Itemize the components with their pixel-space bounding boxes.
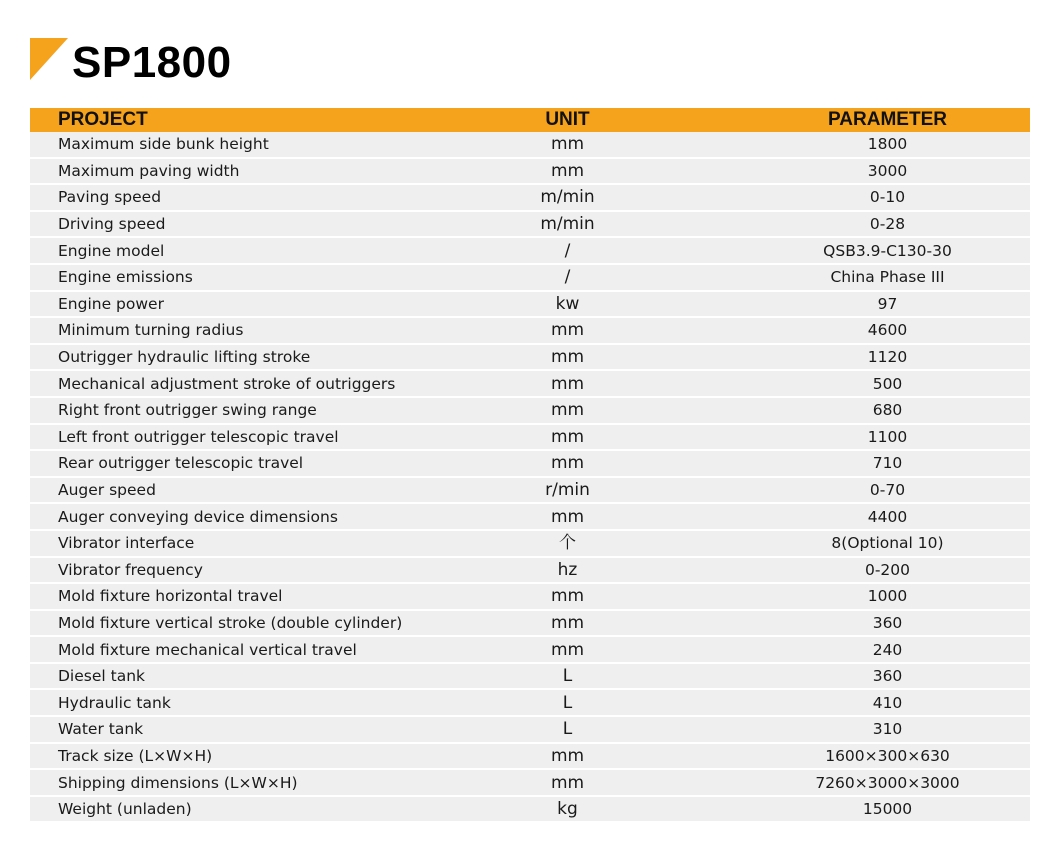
table-row xyxy=(30,371,1030,398)
cell-parameter: China Phase III xyxy=(655,265,1030,292)
table-row xyxy=(30,292,1030,319)
cell-project: Mold fixture vertical stroke (double cylinder) xyxy=(30,611,450,638)
table-row xyxy=(30,398,1030,425)
cell-project: Outrigger hydraulic lifting stroke xyxy=(30,345,450,372)
table-row xyxy=(30,504,1030,531)
page-title: SP1800 xyxy=(72,38,232,87)
cell-project: Diesel tank xyxy=(30,664,450,691)
cell-project: Mold fixture horizontal travel xyxy=(30,584,450,611)
cell-parameter: 710 xyxy=(655,451,1030,478)
table-row xyxy=(30,690,1030,717)
cell-parameter: 0-28 xyxy=(655,212,1030,239)
cell-parameter: 1000 xyxy=(655,584,1030,611)
cell-parameter: 1120 xyxy=(655,345,1030,372)
cell-unit: mm xyxy=(450,504,655,531)
table-row xyxy=(30,797,1030,824)
header-row xyxy=(30,108,1030,132)
cell-project: Right front outrigger swing range xyxy=(30,398,450,425)
table-row xyxy=(30,345,1030,372)
cell-project: Vibrator frequency xyxy=(30,558,450,585)
cell-unit: mm xyxy=(450,611,655,638)
table-row xyxy=(30,717,1030,744)
cell-project: Engine power xyxy=(30,292,450,319)
cell-parameter: 310 xyxy=(655,717,1030,744)
table-row xyxy=(30,212,1030,239)
cell-unit: mm xyxy=(450,451,655,478)
cell-unit: mm xyxy=(450,345,655,372)
table-row xyxy=(30,185,1030,212)
cell-parameter: 7260×3000×3000 xyxy=(655,770,1030,797)
cell-project: Vibrator interface xyxy=(30,531,450,558)
cell-unit: / xyxy=(450,238,655,265)
cell-parameter: 680 xyxy=(655,398,1030,425)
cell-parameter: 15000 xyxy=(655,797,1030,824)
table-row xyxy=(30,425,1030,452)
cell-unit: 个 xyxy=(450,531,655,558)
cell-unit: mm xyxy=(450,318,655,345)
cell-project: Track size (L×W×H) xyxy=(30,744,450,771)
cell-project: Engine emissions xyxy=(30,265,450,292)
cell-project: Minimum turning radius xyxy=(30,318,450,345)
cell-unit: mm xyxy=(450,584,655,611)
cell-parameter: 0-10 xyxy=(655,185,1030,212)
cell-unit: mm xyxy=(450,398,655,425)
table-row xyxy=(30,611,1030,638)
cell-unit: m/min xyxy=(450,212,655,239)
cell-project: Water tank xyxy=(30,717,450,744)
table-row xyxy=(30,238,1030,265)
table-row xyxy=(30,744,1030,771)
column-header-unit: UNIT xyxy=(450,108,655,132)
cell-parameter: 410 xyxy=(655,690,1030,717)
cell-unit: mm xyxy=(450,744,655,771)
table-row xyxy=(30,159,1030,186)
table-row xyxy=(30,531,1030,558)
cell-project: Maximum paving width xyxy=(30,159,450,186)
cell-parameter: 4400 xyxy=(655,504,1030,531)
cell-project: Shipping dimensions (L×W×H) xyxy=(30,770,450,797)
table-row xyxy=(30,478,1030,505)
cell-parameter: 4600 xyxy=(655,318,1030,345)
cell-parameter: 500 xyxy=(655,371,1030,398)
cell-unit: kw xyxy=(450,292,655,319)
accent-triangle-icon xyxy=(30,38,68,80)
cell-unit: m/min xyxy=(450,185,655,212)
cell-parameter: 1600×300×630 xyxy=(655,744,1030,771)
cell-project: Maximum side bunk height xyxy=(30,132,450,159)
cell-project: Paving speed xyxy=(30,185,450,212)
cell-project: Left front outrigger telescopic travel xyxy=(30,425,450,452)
cell-unit: mm xyxy=(450,425,655,452)
cell-unit: kg xyxy=(450,797,655,824)
cell-project: Weight (unladen) xyxy=(30,797,450,824)
table-row xyxy=(30,451,1030,478)
table-row xyxy=(30,584,1030,611)
cell-parameter: 1800 xyxy=(655,132,1030,159)
page-header xyxy=(30,36,430,90)
table-row xyxy=(30,664,1030,691)
cell-parameter: 360 xyxy=(655,611,1030,638)
cell-unit: mm xyxy=(450,770,655,797)
cell-unit: / xyxy=(450,265,655,292)
cell-parameter: 360 xyxy=(655,664,1030,691)
cell-unit: L xyxy=(450,664,655,691)
cell-parameter: 3000 xyxy=(655,159,1030,186)
cell-project: Rear outrigger telescopic travel xyxy=(30,451,450,478)
table-body xyxy=(30,132,1030,823)
spec-table xyxy=(30,108,1030,823)
cell-project: Mold fixture mechanical vertical travel xyxy=(30,637,450,664)
cell-project: Hydraulic tank xyxy=(30,690,450,717)
cell-unit: mm xyxy=(450,637,655,664)
cell-parameter: QSB3.9-C130-30 xyxy=(655,238,1030,265)
cell-parameter: 8(Optional 10) xyxy=(655,531,1030,558)
table-row xyxy=(30,770,1030,797)
cell-parameter: 0-70 xyxy=(655,478,1030,505)
table-row xyxy=(30,637,1030,664)
table-row xyxy=(30,265,1030,292)
cell-unit: mm xyxy=(450,132,655,159)
cell-project: Engine model xyxy=(30,238,450,265)
cell-project: Driving speed xyxy=(30,212,450,239)
cell-unit: r/min xyxy=(450,478,655,505)
cell-project: Auger speed xyxy=(30,478,450,505)
cell-unit: mm xyxy=(450,371,655,398)
table-row xyxy=(30,318,1030,345)
column-header-project: PROJECT xyxy=(30,108,450,132)
cell-unit: L xyxy=(450,690,655,717)
cell-parameter: 240 xyxy=(655,637,1030,664)
cell-unit: L xyxy=(450,717,655,744)
cell-unit: mm xyxy=(450,159,655,186)
table-header xyxy=(30,108,1030,132)
cell-project: Mechanical adjustment stroke of outriggers xyxy=(30,371,450,398)
column-header-parameter: PARAMETER xyxy=(655,108,1030,132)
cell-unit: hz xyxy=(450,558,655,585)
table-row xyxy=(30,558,1030,585)
table-row xyxy=(30,132,1030,159)
cell-parameter: 97 xyxy=(655,292,1030,319)
cell-parameter: 0-200 xyxy=(655,558,1030,585)
cell-project: Auger conveying device dimensions xyxy=(30,504,450,531)
cell-parameter: 1100 xyxy=(655,425,1030,452)
